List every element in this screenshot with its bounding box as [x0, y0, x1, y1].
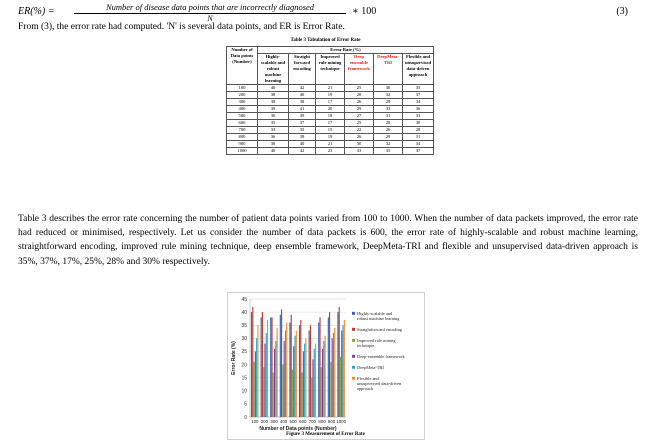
- table-cell: 38: [258, 99, 289, 106]
- table-cell: 19: [316, 92, 345, 99]
- table-header-col6: Flexible and unsupervised data-driven approach: [403, 54, 434, 85]
- table-cell: 31: [403, 134, 434, 141]
- table-cell: 26: [345, 99, 374, 106]
- table-cell: 40: [289, 141, 316, 148]
- table-row: [227, 106, 434, 113]
- x-tick-label: 100: [251, 419, 259, 424]
- table-row: [227, 148, 434, 155]
- table-row: [227, 134, 434, 141]
- table-cell: 300: [227, 99, 258, 106]
- y-tick-label: 25: [241, 349, 247, 356]
- equation-lhs: ER(%) =: [18, 6, 55, 17]
- table-cell: 22: [345, 127, 374, 134]
- table-cell: 20: [316, 106, 345, 113]
- bar: [286, 323, 287, 417]
- x-tick-label: 300: [270, 419, 278, 424]
- x-tick-label: 600: [299, 419, 307, 424]
- table-cell: 35: [289, 127, 316, 134]
- table-cell: 26: [345, 134, 374, 141]
- table-cell: 33: [403, 113, 434, 120]
- bar: [281, 309, 282, 417]
- bar: [289, 323, 290, 417]
- table-cell: 32: [374, 92, 403, 99]
- x-axis-label: Number of Data points (Number): [259, 426, 337, 432]
- y-tick-label: 10: [241, 388, 247, 395]
- legend-label: DeepMeta-TRI: [357, 365, 384, 370]
- table-header-col1: Highly-scalable and robust machine learning: [258, 54, 289, 85]
- bar: [254, 362, 255, 417]
- bar: [263, 367, 264, 417]
- bar: [271, 317, 272, 417]
- bar: [257, 325, 258, 417]
- bar: [311, 378, 312, 417]
- bar: [251, 312, 252, 417]
- bar: [304, 344, 305, 417]
- table-row: [227, 120, 434, 127]
- equation-numerator: Number of disease data points that are incorrectly diagnosed: [74, 2, 346, 14]
- bar: [262, 312, 263, 417]
- table-cell: 23: [316, 148, 345, 155]
- x-tick-label: 800: [318, 419, 326, 424]
- y-tick-label: 0: [244, 414, 247, 421]
- bar: [329, 312, 330, 417]
- bar: [318, 323, 319, 417]
- table-cell: 21: [316, 85, 345, 92]
- legend-swatch: [352, 339, 355, 342]
- bar: [305, 338, 306, 417]
- bar: [285, 330, 286, 417]
- table-cell: 36: [258, 134, 289, 141]
- table-cell: 41: [289, 106, 316, 113]
- table-header-col4: Deep ensemble framework: [345, 54, 374, 85]
- table-cell: 39: [289, 113, 316, 120]
- table-cell: 37: [289, 120, 316, 127]
- table-cell: 39: [258, 106, 289, 113]
- bar: [322, 349, 323, 417]
- table-cell: 29: [374, 99, 403, 106]
- bar: [291, 315, 292, 417]
- table-cell: 200: [227, 92, 258, 99]
- bar: [309, 330, 310, 417]
- intro-paragraph: From (3), the error rate had computed. 'N' is several data points, and ER is Error Rate.: [18, 22, 345, 32]
- x-tick-label: 400: [279, 419, 288, 424]
- table-header-col5: DeepMeta-TRI: [374, 54, 403, 85]
- legend-label: Flexible and unsupervised data-driven approach: [357, 376, 402, 391]
- table-cell: 34: [403, 141, 434, 148]
- legend-label: Deep-ensemble framework: [357, 354, 405, 359]
- table-cell: 42: [289, 85, 316, 92]
- table-cell: 37: [403, 92, 434, 99]
- table-row: [227, 85, 434, 92]
- bar: [270, 317, 271, 417]
- table-cell: 38: [258, 141, 289, 148]
- y-tick-label: 5: [244, 401, 247, 408]
- table-cell: 1000: [227, 148, 258, 155]
- bar: [323, 341, 324, 417]
- bar: [266, 333, 267, 417]
- x-tick-label: 500: [289, 419, 297, 424]
- table-cell: 42: [289, 148, 316, 155]
- bar: [333, 333, 334, 417]
- table-cell: 25: [345, 120, 374, 127]
- table-cell: 38: [289, 134, 316, 141]
- figure-caption: Figure 3 Measurement of Error Rate: [286, 432, 365, 437]
- table-cell: 800: [227, 134, 258, 141]
- table-cell: 36: [403, 106, 434, 113]
- table-cell: 40: [258, 148, 289, 155]
- table-cell: 29: [345, 106, 374, 113]
- table-cell: 28: [374, 120, 403, 127]
- table-header-col3: Improved rule mining technique: [316, 54, 345, 85]
- legend-label: Improved rule mining technique: [357, 338, 396, 348]
- bar: [344, 320, 345, 417]
- bar: [328, 317, 329, 417]
- table-cell: 21: [316, 141, 345, 148]
- table-cell: 17: [316, 120, 345, 127]
- table-caption: Table 3 Tabulation of Error Rate: [290, 38, 361, 43]
- legend-label: Straightforward encoding: [357, 327, 402, 332]
- bar: [293, 346, 294, 417]
- y-tick-label: 35: [241, 323, 247, 330]
- y-tick-label: 15: [241, 375, 247, 382]
- table-row: [227, 141, 434, 148]
- bar: [330, 362, 331, 417]
- y-tick-label: 45: [241, 296, 247, 303]
- legend-swatch: [352, 366, 355, 369]
- error-rate-figure: [227, 292, 425, 440]
- y-tick-label: 30: [241, 336, 247, 343]
- table-row: [227, 99, 434, 106]
- error-rate-equation: [18, 2, 638, 22]
- legend-swatch: [352, 377, 355, 380]
- bar: [296, 330, 297, 417]
- bar: [255, 351, 256, 417]
- bar: [274, 349, 275, 417]
- table-cell: 900: [227, 141, 258, 148]
- equation-fraction: [74, 2, 346, 23]
- table-cell: 30: [403, 120, 434, 127]
- table-cell: 26: [374, 127, 403, 134]
- bar: [267, 320, 268, 417]
- table-cell: 37: [403, 148, 434, 155]
- table-cell: 15: [316, 127, 345, 134]
- bar: [256, 338, 257, 417]
- table-cell: 34: [403, 99, 434, 106]
- table-cell: 35: [403, 85, 434, 92]
- bar: [292, 370, 293, 417]
- table-cell: 400: [227, 106, 258, 113]
- table-cell: 29: [374, 134, 403, 141]
- bar: [284, 341, 285, 417]
- bar: [342, 325, 343, 417]
- equation-number: (3): [616, 6, 628, 17]
- table-cell: 33: [345, 148, 374, 155]
- table-cell: 38: [258, 92, 289, 99]
- bar: [341, 330, 342, 417]
- y-tick-label: 20: [241, 362, 247, 369]
- x-tick-label: 900: [327, 419, 336, 424]
- bar: [310, 325, 311, 417]
- bar: [314, 349, 315, 417]
- table-cell: 17: [316, 99, 345, 106]
- bar: [332, 338, 333, 417]
- x-tick-label: 200: [260, 419, 269, 424]
- table-cell: 700: [227, 127, 258, 134]
- y-tick-label: 40: [241, 309, 247, 316]
- y-axis-label: Error Rate (%): [231, 341, 237, 375]
- bar: [264, 344, 265, 417]
- legend-swatch: [352, 312, 355, 315]
- table-cell: 28: [345, 92, 374, 99]
- bar: [325, 336, 326, 417]
- x-tick-label: 700: [308, 419, 317, 424]
- bar: [337, 312, 338, 417]
- table-cell: 40: [258, 85, 289, 92]
- x-tick-label: 1000: [336, 419, 347, 424]
- legend-swatch: [352, 355, 355, 358]
- table-header-datapoints: Number of Data points (Number): [227, 47, 258, 85]
- bar: [302, 372, 303, 417]
- body-paragraph: Table 3 describes the error rate concerning the number of patient data points varied from 100 to 1000. When the number of data packets improved, the error rate had reduced or minimised, respectively. Let us consider the number of data packets is 600, the error rate of highly-scalable and robust machine learning, straightforward encoding, improved rule mining technique, deep ensemble framework, DeepMeta-TRI and flexible and unsupervised data-driven approach is 35%, 37%, 17%, 25%, 28% and 30% respectively.: [18, 214, 638, 267]
- bar: [294, 336, 295, 417]
- table-body: [227, 85, 434, 155]
- table-cell: 32: [374, 141, 403, 148]
- table-cell: 19: [316, 134, 345, 141]
- table-cell: 28: [403, 127, 434, 134]
- bar: [252, 307, 253, 417]
- table-cell: 18: [316, 113, 345, 120]
- table-cell: 500: [227, 113, 258, 120]
- bar: [273, 372, 274, 417]
- table-header-error-rate: Error Rate (%): [258, 47, 434, 54]
- bar: [319, 317, 320, 417]
- bar: [277, 328, 278, 417]
- table-header-col2: Straight forward encoding: [289, 54, 316, 85]
- table-cell: 40: [289, 92, 316, 99]
- bar: [321, 367, 322, 417]
- bar: [303, 351, 304, 417]
- table-cell: 27: [345, 113, 374, 120]
- bar: [282, 365, 283, 417]
- table-cell: 600: [227, 120, 258, 127]
- table-cell: 35: [374, 148, 403, 155]
- bar: [261, 317, 262, 417]
- table-cell: 33: [258, 127, 289, 134]
- bar: [339, 307, 340, 417]
- table-cell: 33: [374, 106, 403, 113]
- table-cell: 30: [374, 85, 403, 92]
- table-cell: 25: [345, 85, 374, 92]
- table-cell: 31: [374, 113, 403, 120]
- bar: [275, 341, 276, 417]
- table-cell: 38: [289, 99, 316, 106]
- error-rate-table: [226, 46, 434, 155]
- bar: [334, 328, 335, 417]
- bar: [340, 357, 341, 417]
- legend-label: Highly-scalable and robust machine learning: [357, 311, 400, 321]
- table-row: [227, 127, 434, 134]
- bar: [312, 359, 313, 417]
- table-cell: 30: [345, 141, 374, 148]
- equation-denominator: N: [207, 14, 213, 23]
- table-cell: 100: [227, 85, 258, 92]
- bar: [315, 344, 316, 417]
- bar: [299, 325, 300, 417]
- error-rate-chart: [228, 293, 424, 439]
- table-cell: 35: [258, 120, 289, 127]
- table-row: [227, 113, 434, 120]
- table-cell: 36: [258, 113, 289, 120]
- bar: [280, 315, 281, 417]
- table-row: [227, 92, 434, 99]
- bar: [300, 320, 301, 417]
- equation-multiplier: ∗ 100: [352, 6, 377, 17]
- legend-swatch: [352, 328, 355, 331]
